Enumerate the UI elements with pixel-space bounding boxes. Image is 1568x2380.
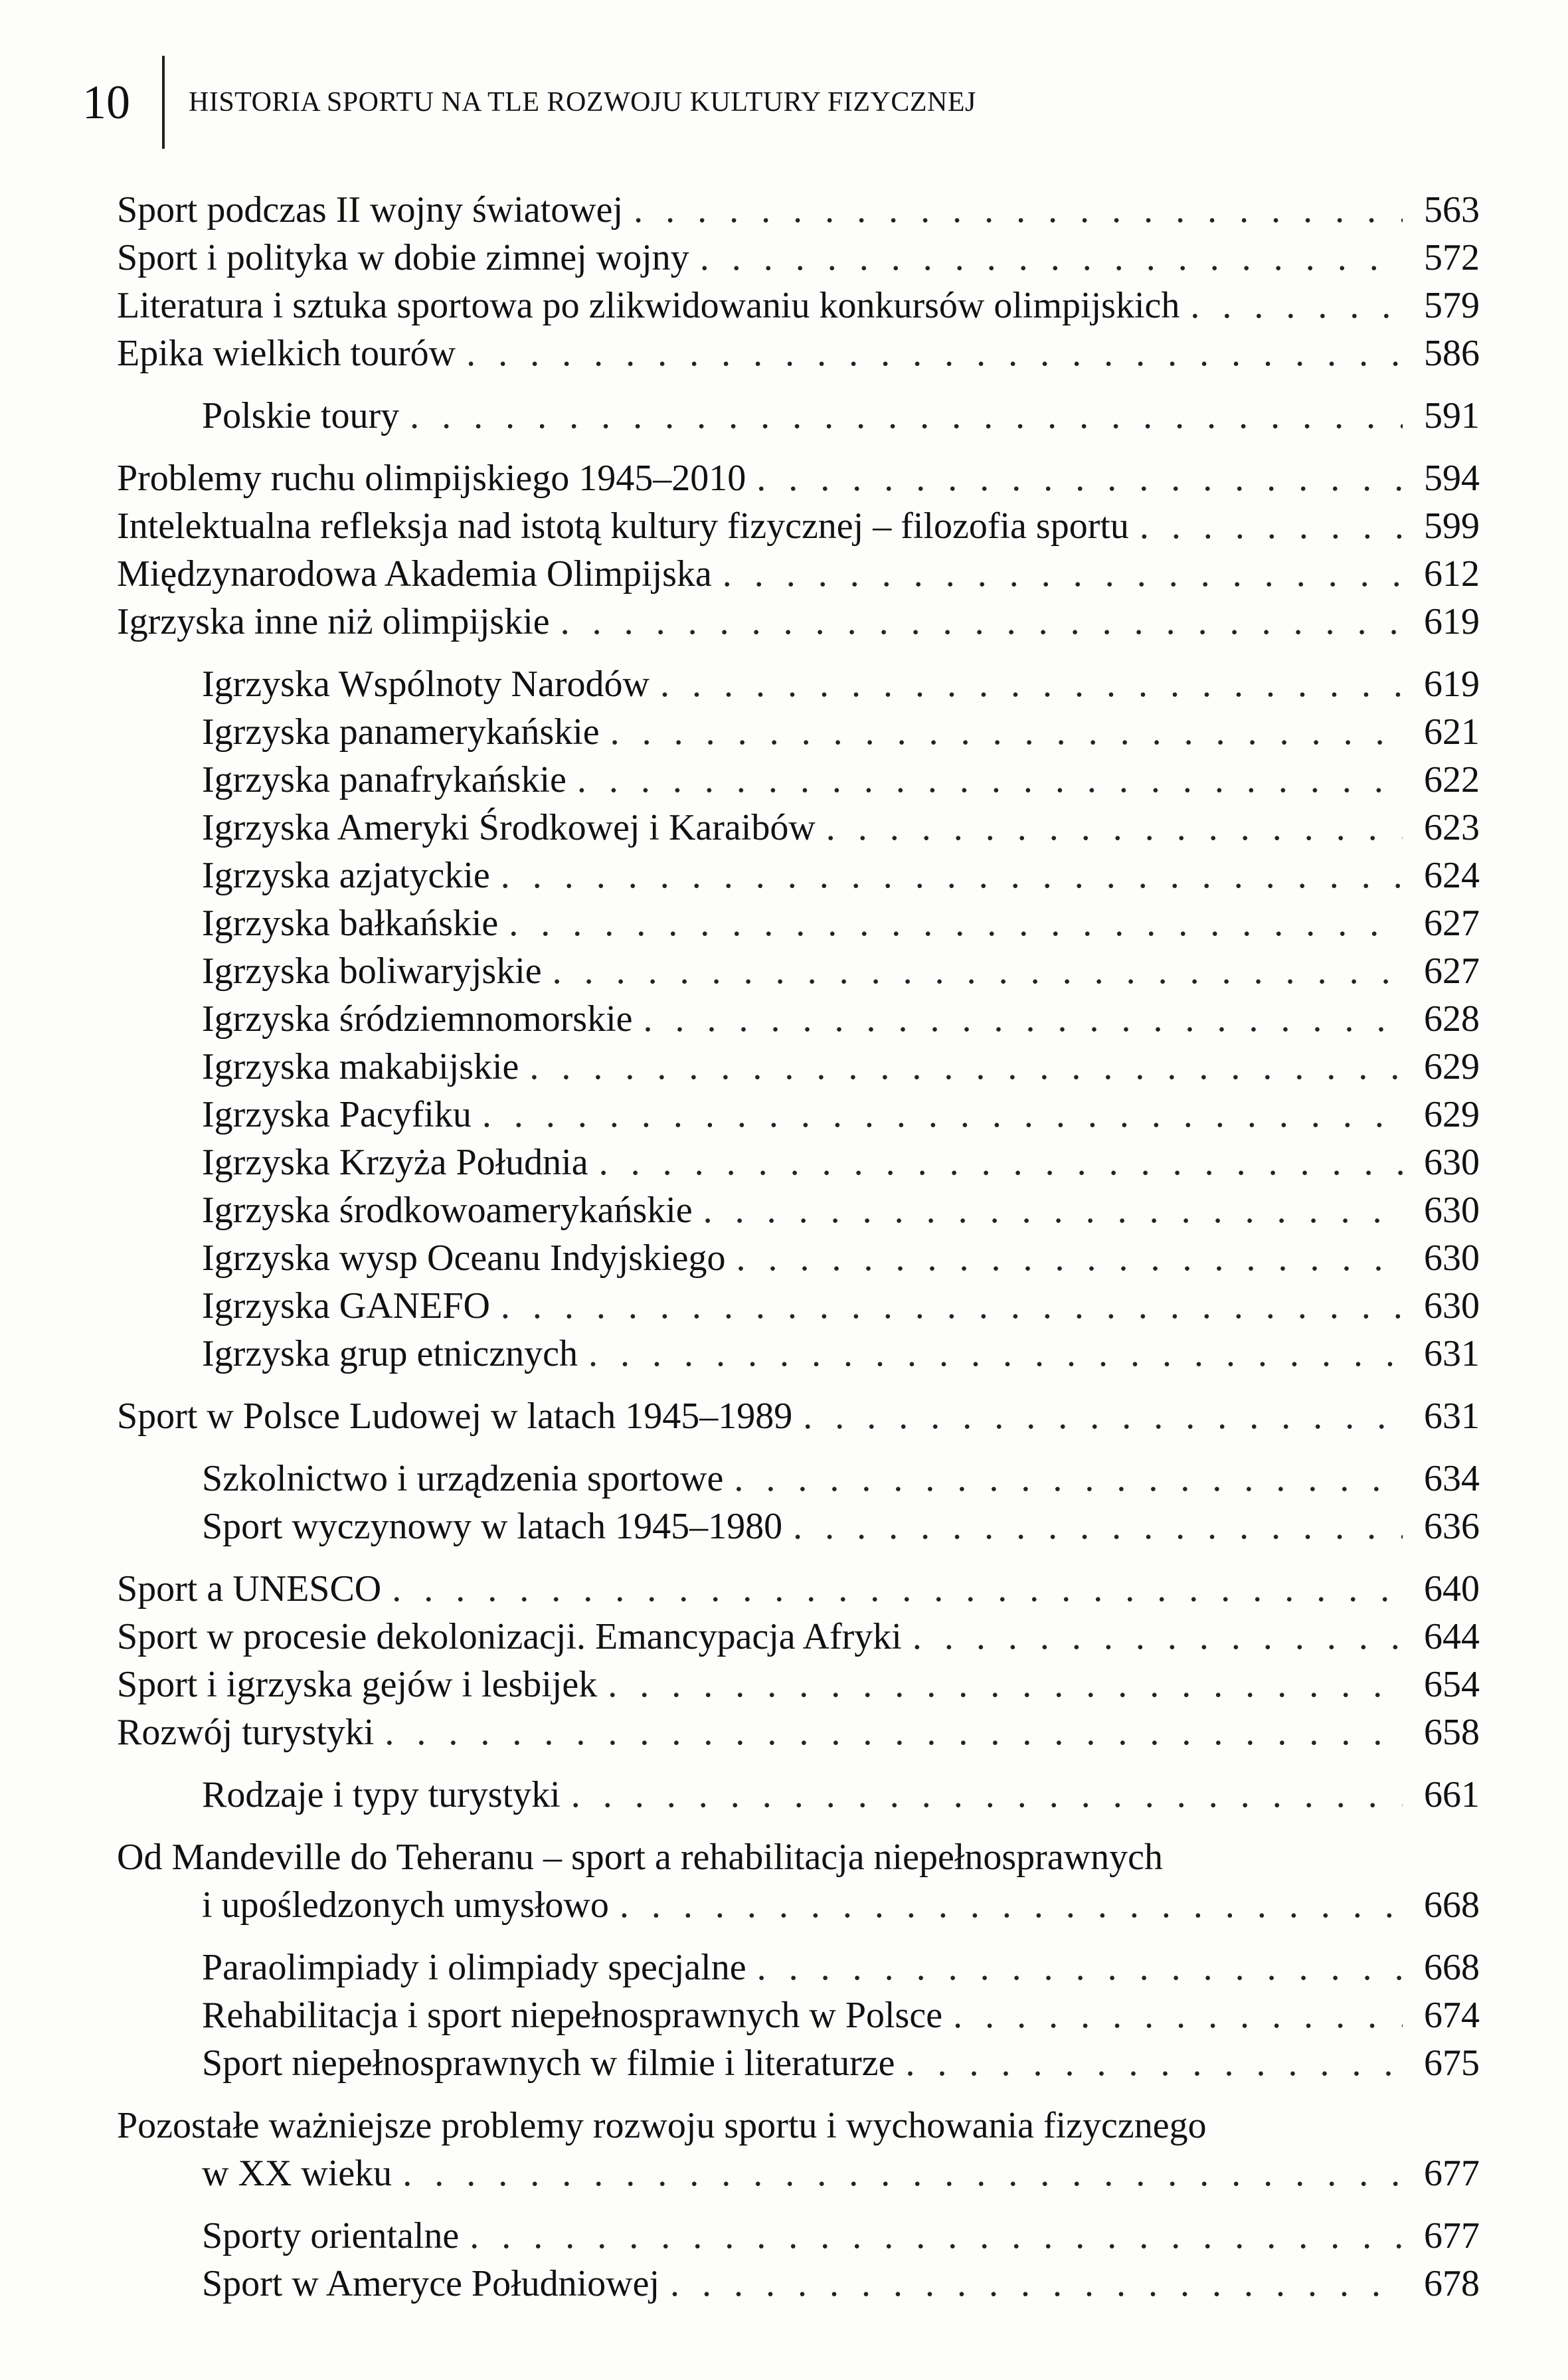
dot-leader — [610, 708, 1403, 756]
toc-entry-page: 678 — [1424, 2263, 1480, 2304]
dot-leader — [905, 2039, 1403, 2087]
toc-entry-title: Od Mandeville do Teheranu – sport a rehabilitacja niepełnosprawnych — [117, 1837, 1163, 1878]
toc-entry — [117, 1833, 1480, 1929]
toc-entry — [117, 1186, 1480, 1234]
dot-leader — [953, 1991, 1403, 2039]
toc-entry — [117, 598, 1480, 646]
toc-entry-page: 661 — [1424, 1774, 1480, 1815]
toc-entry-page: 622 — [1424, 759, 1480, 800]
toc-entry-title: Rodzaje i typy turystyki — [202, 1774, 561, 1815]
toc-entry-page: 658 — [1424, 1712, 1480, 1753]
header-divider — [162, 56, 165, 149]
toc-entry-page: 634 — [1424, 1458, 1480, 1499]
dot-leader — [1190, 282, 1403, 329]
dot-leader — [757, 1944, 1403, 1991]
toc-entry-page: 579 — [1424, 285, 1480, 326]
toc-entry-title: Igrzyska śródziemnomorskie — [202, 998, 633, 1040]
dot-leader — [410, 392, 1403, 440]
toc-entry-title: Sport w procesie dekolonizacji. Emancypacja Afryki — [117, 1616, 902, 1657]
toc-entry — [117, 804, 1480, 852]
toc-entry — [117, 1043, 1480, 1091]
toc-entry-title: Sport i igrzyska gejów i lesbijek — [117, 1664, 598, 1705]
dot-leader — [553, 947, 1403, 995]
toc-entry — [117, 2102, 1480, 2197]
toc-entry-page: 629 — [1424, 1046, 1480, 1087]
toc-entry — [117, 2039, 1480, 2087]
toc-entry — [117, 947, 1480, 995]
toc-entry-title: Igrzyska wysp Oceanu Indyjskiego — [202, 1237, 726, 1279]
toc-entry — [117, 1282, 1480, 1330]
toc-entry — [117, 1771, 1480, 1819]
toc-entry-title: Igrzyska środkowoamerykańskie — [202, 1190, 693, 1231]
toc-entry — [117, 392, 1480, 440]
dot-leader — [734, 1455, 1403, 1503]
dot-leader — [826, 804, 1403, 852]
toc-entry — [117, 899, 1480, 947]
toc-entry — [117, 2260, 1480, 2308]
toc-entry-page: 624 — [1424, 855, 1480, 896]
toc-entry — [117, 1091, 1480, 1139]
toc-entry-title: Igrzyska makabijskie — [202, 1046, 519, 1087]
toc-entry-title: Igrzyska Wspólnoty Narodów — [202, 664, 650, 705]
toc-entry-title: Igrzyska Ameryki Środkowej i Karaibów — [202, 807, 816, 848]
toc-entry-page: 630 — [1424, 1190, 1480, 1231]
toc-entry-title: Paraolimpiady i olimpiady specjalne — [202, 1947, 746, 1988]
dot-leader — [577, 756, 1403, 804]
toc-entry-title: Igrzyska azjatyckie — [202, 855, 490, 896]
toc-entry-page: 640 — [1424, 1568, 1480, 1609]
toc-entry-page: 630 — [1424, 1142, 1480, 1183]
dot-leader — [588, 1330, 1403, 1378]
toc-entry-title: Sport niepełnosprawnych w filmie i literaturze — [202, 2043, 895, 2084]
dot-leader — [501, 852, 1403, 899]
toc-entry — [117, 1139, 1480, 1186]
toc-entry — [117, 1991, 1480, 2039]
toc-entry-title: Igrzyska inne niż olimpijskie — [117, 601, 550, 642]
dot-leader — [1140, 502, 1403, 550]
toc-entry-title: Sport a UNESCO — [117, 1568, 382, 1609]
toc-entry — [117, 550, 1480, 598]
dot-leader — [670, 2260, 1403, 2308]
toc-entry — [117, 1661, 1480, 1708]
toc-entry-page: 631 — [1424, 1396, 1480, 1437]
dot-leader — [723, 550, 1403, 598]
toc-entry-title: Igrzyska bałkańskie — [202, 903, 499, 944]
toc-entry-page: 586 — [1424, 333, 1480, 374]
toc-entry-page: 644 — [1424, 1616, 1480, 1657]
toc-entry-page: 627 — [1424, 951, 1480, 992]
toc-entry-title: Intelektualna refleksja nad istotą kultury fizycznej – filozofia sportu — [117, 505, 1129, 547]
toc-entry-page: 619 — [1424, 664, 1480, 705]
dot-leader — [703, 1186, 1403, 1234]
toc-entry — [117, 2212, 1480, 2260]
dot-leader — [529, 1043, 1403, 1091]
toc-entry-title: Sport podczas II wojny światowej — [117, 189, 624, 230]
toc-entry — [117, 708, 1480, 756]
toc-entry — [117, 1565, 1480, 1613]
toc-entry-page: 675 — [1424, 2043, 1480, 2084]
toc-entry-title: Sport i polityka w dobie zimnej wojny — [117, 237, 689, 278]
toc-entry-page: 619 — [1424, 601, 1480, 642]
toc-entry-title: Sporty orientalne — [202, 2215, 460, 2256]
toc-entry — [117, 186, 1480, 234]
toc-entry-title: Sport w Polsce Ludowej w latach 1945–1989 — [117, 1396, 793, 1437]
dot-leader — [608, 1661, 1403, 1708]
toc-entry-title: Igrzyska GANEFO — [202, 1285, 490, 1327]
toc-entry-page: 668 — [1424, 1884, 1480, 1926]
dot-leader — [736, 1234, 1403, 1282]
toc-entry-title: Sport wyczynowy w latach 1945–1980 — [202, 1506, 783, 1547]
toc-entry-page: 623 — [1424, 807, 1480, 848]
toc-entry-page: 563 — [1424, 189, 1480, 230]
toc-entry-page: 594 — [1424, 458, 1480, 499]
toc-entry-title-continued: i upośledzonych umysłowo — [202, 1884, 609, 1926]
dot-leader — [571, 1771, 1403, 1819]
page-number: 10 — [82, 75, 130, 129]
dot-leader — [470, 2212, 1403, 2260]
table-of-contents — [117, 186, 1480, 2308]
toc-entry-title: Igrzyska grup etnicznych — [202, 1333, 578, 1374]
toc-entry-title: Rozwój turystyki — [117, 1712, 375, 1753]
running-title: HISTORIA SPORTU NA TLE ROZWOJU KULTURY FIZYCZNEJ — [189, 87, 976, 118]
toc-entry — [117, 995, 1480, 1043]
dot-leader — [634, 186, 1403, 234]
toc-entry — [117, 1708, 1480, 1756]
toc-entry-page: 630 — [1424, 1285, 1480, 1327]
toc-entry-page: 654 — [1424, 1664, 1480, 1705]
dot-leader — [660, 660, 1403, 708]
toc-entry-title: Igrzyska panafrykańskie — [202, 759, 566, 800]
toc-entry-page: 636 — [1424, 1506, 1480, 1547]
toc-entry — [117, 756, 1480, 804]
toc-entry — [117, 1455, 1480, 1503]
toc-entry-title: Igrzyska boliwaryjskie — [202, 951, 542, 992]
toc-entry-page: 572 — [1424, 237, 1480, 278]
toc-entry-page: 627 — [1424, 903, 1480, 944]
toc-entry-title: Pozostałe ważniejsze problemy rozwoju sportu i wychowania fizycznego — [117, 2105, 1207, 2146]
dot-leader — [402, 2150, 1403, 2197]
toc-entry-page: 599 — [1424, 505, 1480, 547]
toc-entry — [117, 502, 1480, 550]
toc-entry-page: 629 — [1424, 1094, 1480, 1135]
toc-entry-title: Sport w Ameryce Południowej — [202, 2263, 660, 2304]
toc-entry — [117, 1503, 1480, 1550]
toc-entry-page: 628 — [1424, 998, 1480, 1040]
toc-entry-title: Igrzyska panamerykańskie — [202, 711, 600, 753]
toc-entry-title: Epika wielkich tourów — [117, 333, 456, 374]
dot-leader — [793, 1503, 1403, 1550]
toc-entry — [117, 1392, 1480, 1440]
dot-leader — [643, 995, 1403, 1043]
dot-leader — [509, 899, 1403, 947]
toc-entry-page: 674 — [1424, 1995, 1480, 2036]
dot-leader — [385, 1708, 1403, 1756]
toc-entry — [117, 1613, 1480, 1661]
toc-entry — [117, 454, 1480, 502]
toc-entry-title: Igrzyska Pacyfiku — [202, 1094, 472, 1135]
toc-entry-page: 668 — [1424, 1947, 1480, 1988]
toc-entry-page: 591 — [1424, 395, 1480, 436]
toc-entry-page: 630 — [1424, 1237, 1480, 1279]
dot-leader — [913, 1613, 1403, 1661]
toc-entry-title: Międzynarodowa Akademia Olimpijska — [117, 553, 712, 595]
toc-entry — [117, 1944, 1480, 1991]
toc-entry-page: 612 — [1424, 553, 1480, 595]
dot-leader — [756, 454, 1403, 502]
toc-entry-title: Igrzyska Krzyża Południa — [202, 1142, 588, 1183]
toc-entry-title: Polskie toury — [202, 395, 400, 436]
dot-leader — [466, 329, 1403, 377]
toc-entry-page: 677 — [1424, 2215, 1480, 2256]
toc-entry-page: 677 — [1424, 2153, 1480, 2194]
dot-leader — [501, 1282, 1403, 1330]
toc-entry — [117, 282, 1480, 329]
dot-leader — [392, 1565, 1403, 1613]
toc-entry-title: Problemy ruchu olimpijskiego 1945–2010 — [117, 458, 746, 499]
toc-entry — [117, 1234, 1480, 1282]
toc-entry — [117, 329, 1480, 377]
toc-entry — [117, 1330, 1480, 1378]
toc-entry — [117, 660, 1480, 708]
toc-entry — [117, 234, 1480, 282]
dot-leader — [803, 1392, 1403, 1440]
toc-entry-title: Rehabilitacja i sport niepełnosprawnych w Polsce — [202, 1995, 943, 2036]
dot-leader — [561, 598, 1403, 646]
dot-leader — [482, 1091, 1403, 1139]
toc-entry-title: Szkolnictwo i urządzenia sportowe — [202, 1458, 724, 1499]
dot-leader — [599, 1139, 1403, 1186]
toc-entry-page: 631 — [1424, 1333, 1480, 1374]
toc-entry-title-continued: w XX wieku — [202, 2153, 392, 2194]
dot-leader — [700, 234, 1403, 282]
page-header — [82, 56, 976, 149]
toc-entry-title: Literatura i sztuka sportowa po zlikwidowaniu konkursów olimpijskich — [117, 285, 1180, 326]
toc-entry — [117, 852, 1480, 899]
toc-entry-page: 621 — [1424, 711, 1480, 753]
dot-leader — [620, 1881, 1403, 1929]
